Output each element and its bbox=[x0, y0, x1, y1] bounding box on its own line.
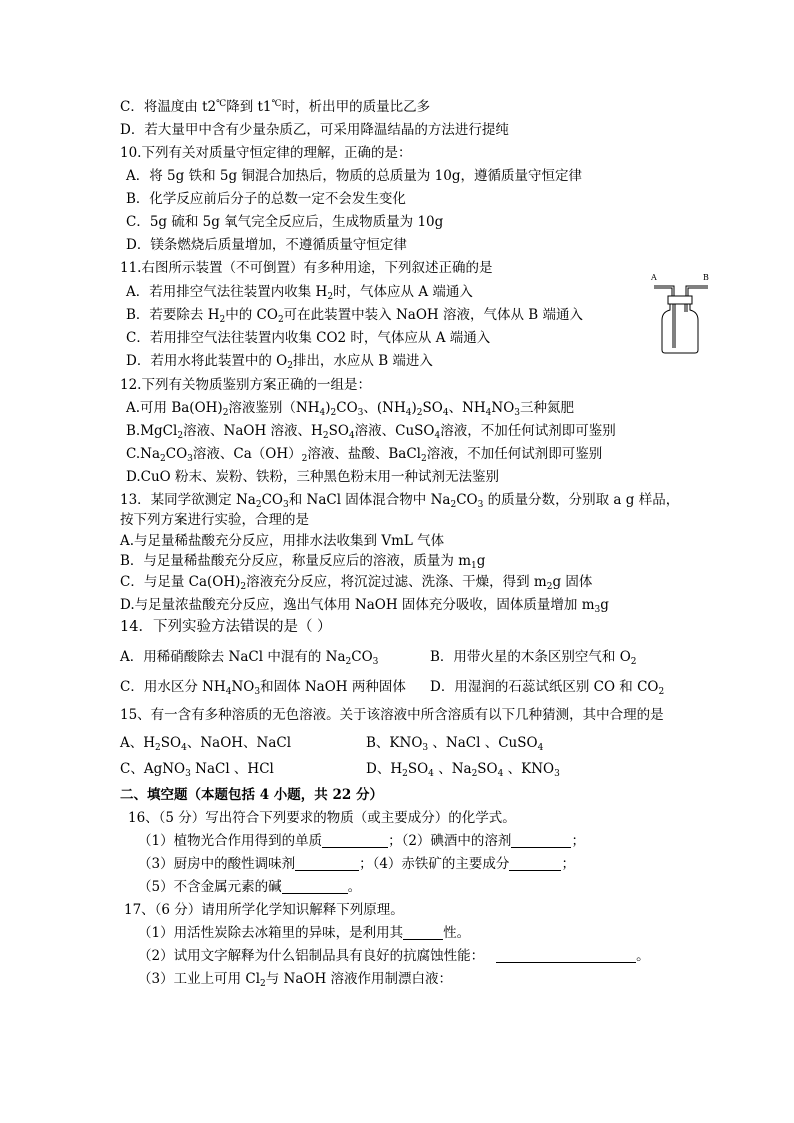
q15-stem: 15、有一含有多种溶质的无色溶液。关于该溶液中所含溶质有以下几种猜测，其中合理的是 bbox=[120, 707, 664, 723]
q16-blank-5[interactable] bbox=[282, 879, 348, 894]
section-2-heading: 二、填空题（本题包括 4 小题，共 22 分） bbox=[120, 787, 383, 803]
q13-option-c: C．与足量 $Ca(OH)_2$溶液充分反应，将沉淀过滤、洗涤、干燥，得到 $m_2g$ 固体 bbox=[120, 574, 593, 592]
q14-stem: 14．下列实验方法错误的是（ ） bbox=[120, 619, 332, 635]
q13-option-a: A.与足量稀盐酸充分反应，用排水法收集到 VmL 气体 bbox=[120, 533, 445, 549]
q11-option-b: B．若要除去 $H_2$中的 $CO_2$可在此装置中装入 NaOH 溶液，气体从 B 端通入 bbox=[126, 307, 583, 325]
q10-option-d: D．镁条燃烧后质量增加，不遵循质量守恒定律 bbox=[126, 237, 407, 253]
q14-option-c: C．用水区分 $NH_4NO_3$和固体 NaOH 两种固体 bbox=[120, 679, 406, 697]
q16-blank-4[interactable] bbox=[509, 856, 561, 871]
q15-option-c: C、AgNO$_3$ NaCl 、HCl bbox=[120, 761, 274, 779]
q13-stem: 13．某同学欲测定 $Na_2CO_3$和 NaCl 固体混合物中 $Na_2CO_3$ 的质量分数，分别取 a g 样品， bbox=[120, 492, 680, 510]
q13-option-b: B．与足量稀盐酸充分反应，称量反应后的溶液，质量为 $m_1g$ bbox=[120, 553, 486, 571]
q11-stem: 11.右图所示装置（不可倒置）有多种用途，下列叙述正确的是 bbox=[120, 260, 493, 276]
q16-blank-2[interactable] bbox=[511, 833, 571, 848]
q14-option-a: A．用稀硝酸除去 NaCl 中混有的 $Na_2CO_3$ bbox=[120, 649, 379, 667]
q12-option-b: B.MgCl$_2$溶液、NaOH 溶液、$H_2SO_4$溶液、CuSO$_4$溶液，不加任何试剂即可鉴别 bbox=[126, 423, 616, 441]
q15-option-d: D、$H_2SO_4$ 、$Na_2SO_4$ 、$KNO_3$ bbox=[366, 761, 560, 779]
q16-line-1: （1）植物光合作用得到的单质 ；（2）碘酒中的溶剂 ； bbox=[138, 833, 585, 849]
q17-line-1: （1）用活性炭除去冰箱里的异味，是利用其 性。 bbox=[138, 925, 471, 941]
q9-option-c: C．将温度由 t2℃降到 t1℃时，析出甲的质量比乙多 bbox=[120, 99, 431, 115]
q17-line-2: （2）试用文字解释为什么铝制品具有良好的抗腐蚀性能： 。 bbox=[138, 948, 650, 964]
q13-stem-line2: 按下列方案进行实验，合理的是 bbox=[120, 512, 309, 528]
q12-stem: 12.下列有关物质鉴别方案正确的一组是： bbox=[120, 377, 371, 393]
q16-blank-1[interactable] bbox=[322, 833, 388, 848]
q11-option-c: C．若用排空气法往装置内收集 CO2 时，气体应从 A 端通入 bbox=[126, 330, 491, 346]
q9-option-d: D．若大量甲中含有少量杂质乙，可采用降温结晶的方法进行提纯 bbox=[120, 122, 509, 138]
q17-blank-2[interactable] bbox=[496, 948, 636, 963]
q11-option-d: D．若用水将此装置中的 $O_2$排出，水应从 B 端进入 bbox=[126, 353, 433, 371]
q14-option-d: D．用湿润的石蕊试纸区别 CO 和 $CO_2$ bbox=[430, 679, 665, 697]
q16-blank-3[interactable] bbox=[295, 856, 359, 871]
q17-blank-1[interactable] bbox=[403, 925, 443, 940]
q14-option-b: B．用带火星的木条区别空气和 $O_2$ bbox=[430, 649, 637, 667]
q17-stem: 17、（6 分）请用所学化学知识解释下列原理。 bbox=[124, 902, 404, 918]
q12-option-c: $C.Na_2CO_3$溶液、$Ca(OH)_2$溶液、盐酸、BaCl$_2$溶液，不加任何试剂即可鉴别 bbox=[126, 446, 603, 464]
gas-bottle-figure bbox=[640, 268, 720, 358]
q10-option-b: B．化学反应前后分子的总数一定不会发生变化 bbox=[126, 191, 406, 207]
q12-option-d: D.CuO 粉末、炭粉、铁粉，三种黑色粉末用一种试剂无法鉴别 bbox=[126, 469, 500, 485]
q10-stem: 10.下列有关对质量守恒定律的理解，正确的是： bbox=[120, 145, 412, 161]
q15-option-a: A、$H_2SO_4$、NaOH、NaCl bbox=[120, 735, 292, 753]
figure-label-b: B bbox=[703, 273, 709, 282]
q17-line-3: （3）工业上可用 $Cl_2$与 NaOH 溶液作用制漂白液： bbox=[138, 971, 453, 989]
q16-line-2: （3）厨房中的酸性调味剂 ；（4）赤铁矿的主要成分 ； bbox=[138, 856, 575, 872]
q11-option-a: A．若用排空气法往装置内收集 $H_2$时，气体应从 A 端通入 bbox=[126, 284, 473, 302]
q15-option-b: B、$KNO_3$ 、NaCl 、CuSO$_4$ bbox=[366, 735, 544, 753]
q12-option-a: A.可用 $Ba(OH)_2$溶液鉴别$(NH_4)_2CO_3$、$(NH_4)_2SO_4$、$NH_4NO_3$三种氮肥 bbox=[126, 400, 575, 418]
q13-option-d: D.与足量浓盐酸充分反应，逸出气体用 NaOH 固体充分吸收，固体质量增加 $m_3g$ bbox=[120, 597, 609, 615]
q10-option-a: A．将 5g 铁和 5g 铜混合加热后，物质的总质量为 10g，遵循质量守恒定律 bbox=[126, 168, 582, 184]
q16-stem: 16、（5 分）写出符合下列要求的物质（或主要成分）的化学式。 bbox=[128, 810, 516, 826]
q10-option-c: C．5g 硫和 5g 氧气完全反应后，生成物质量为 10g bbox=[126, 214, 444, 230]
figure-label-a: A bbox=[651, 273, 657, 282]
q16-line-3: （5）不含金属元素的碱 。 bbox=[138, 879, 362, 895]
